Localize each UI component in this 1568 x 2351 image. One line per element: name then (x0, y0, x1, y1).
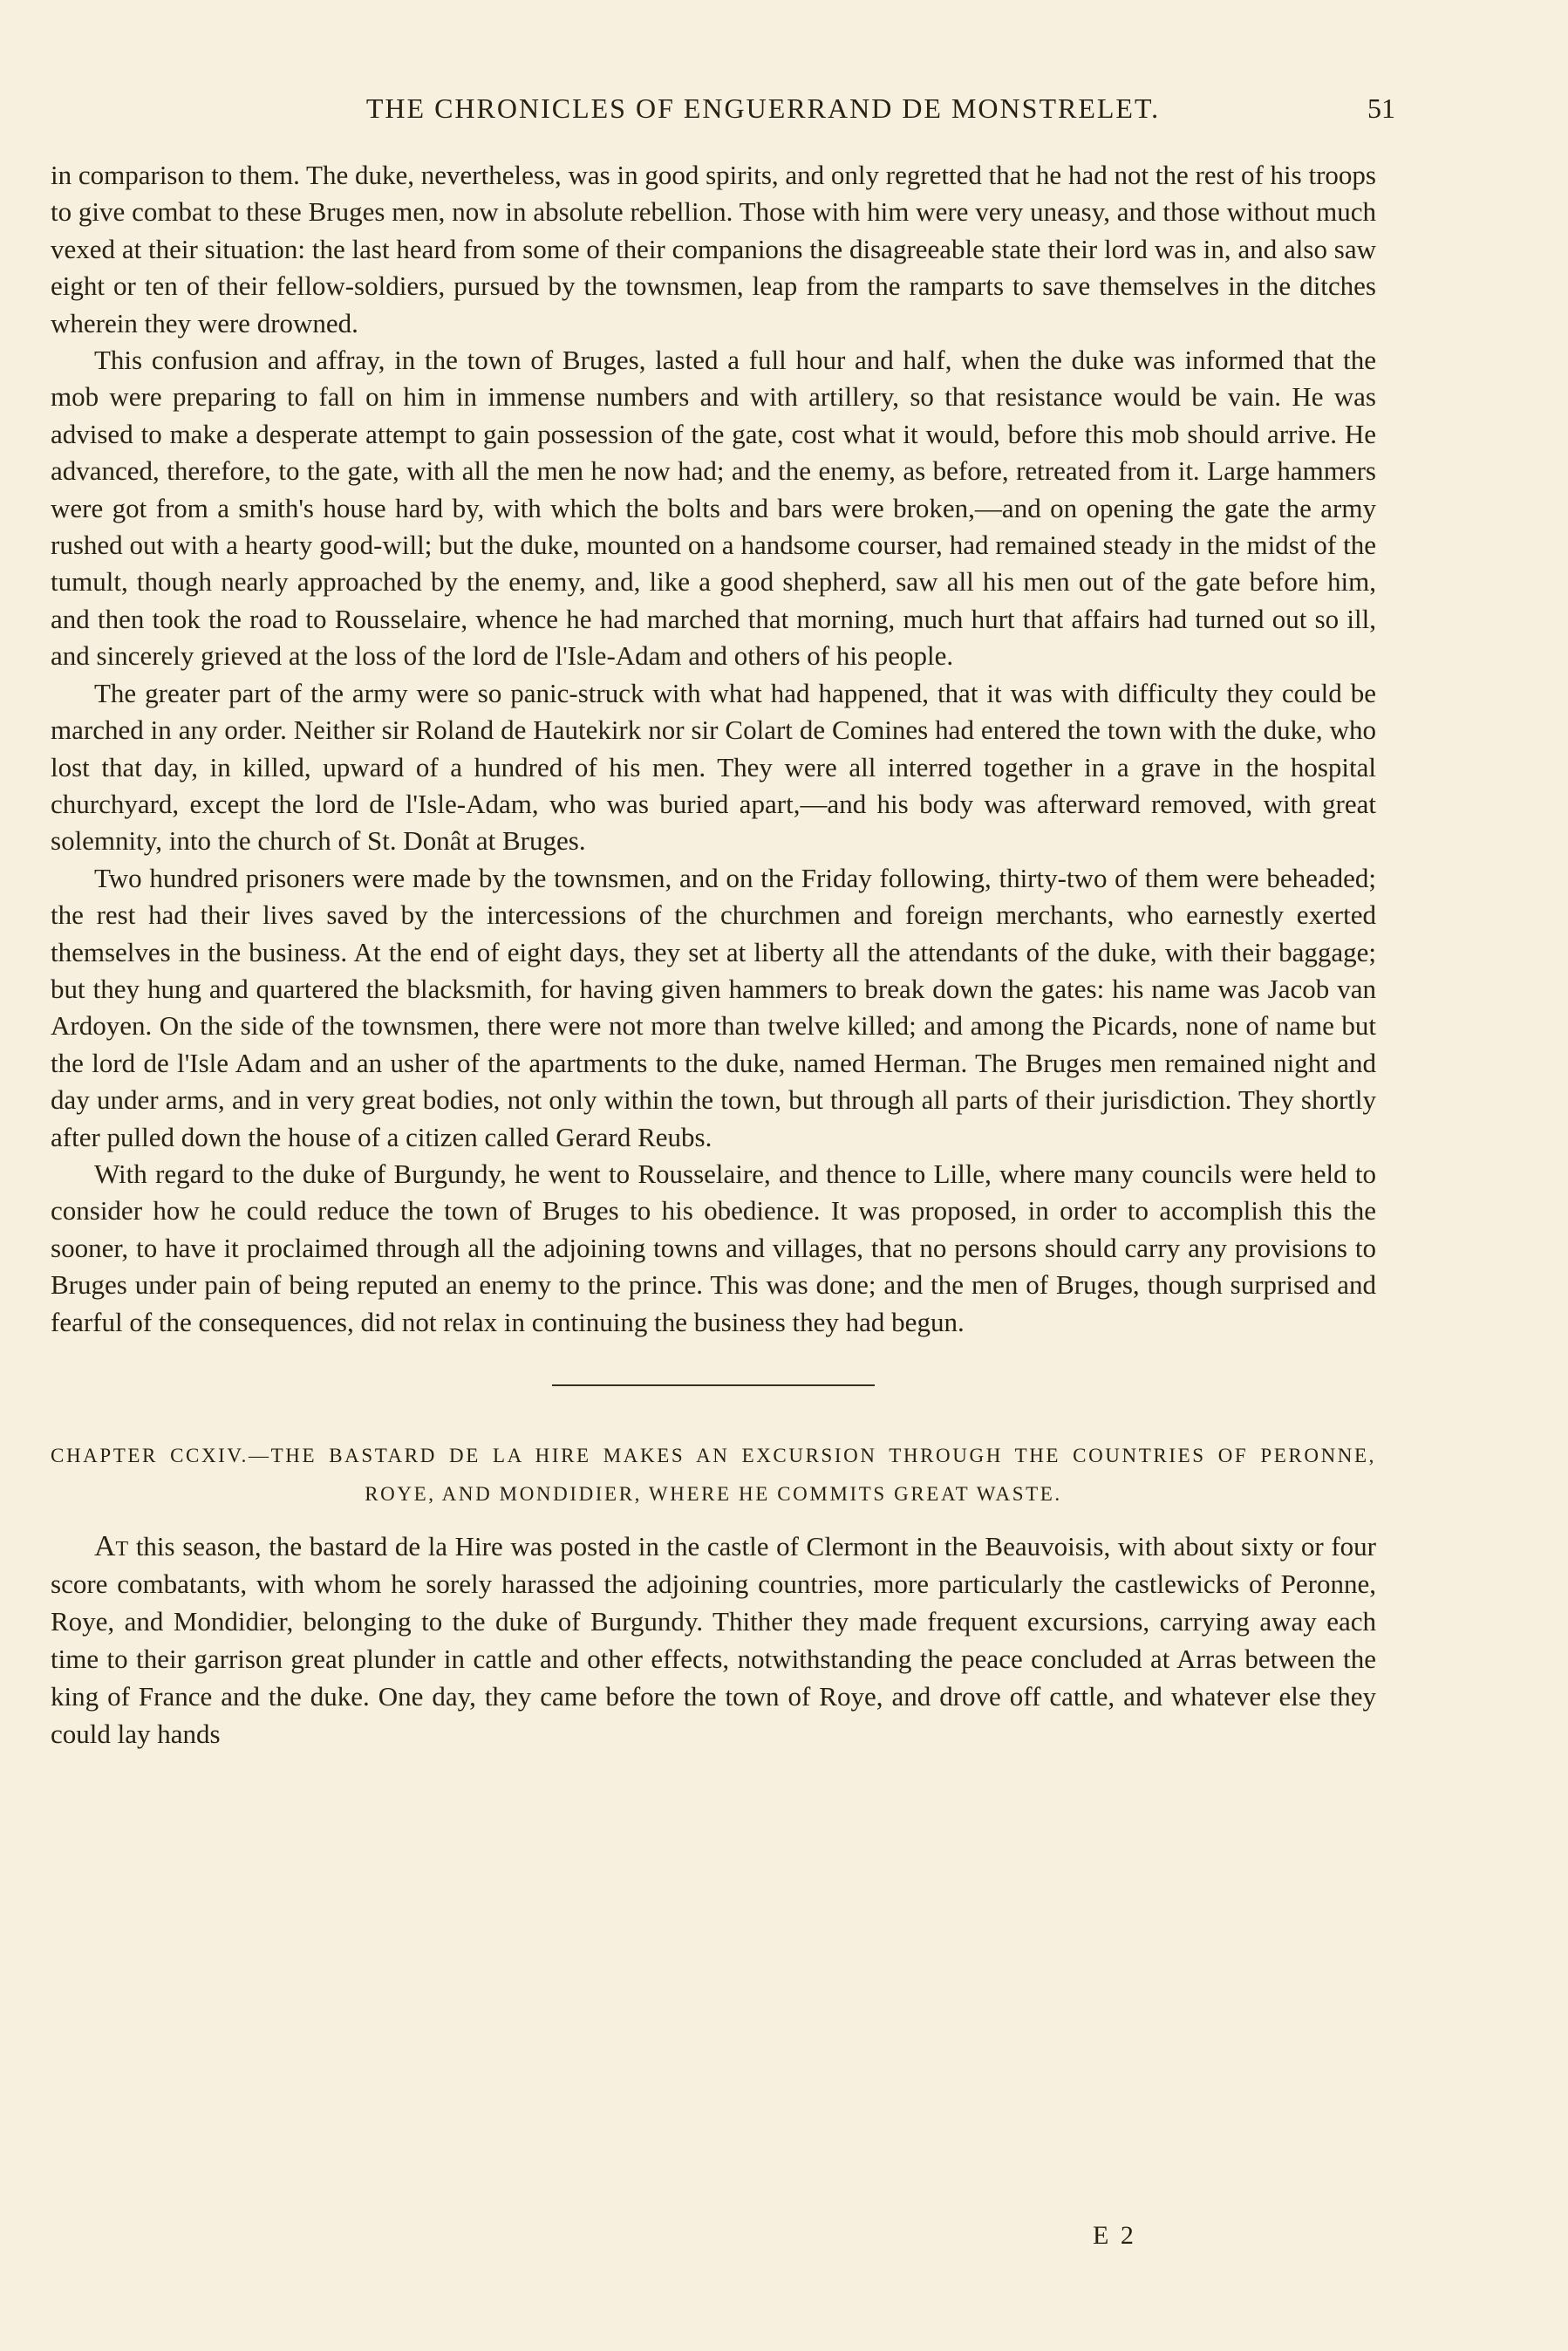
body-text (51, 157, 1376, 1753)
chapter-text: this season, the bastard de la Hire was posted in the castle of Clermont in the Beauvoisis, with about sixty or four score combatants, with whom he sorely harassed the adjoining countries, more particularly the castlewicks of Peronne, Roye, and Mondidier, belonging to the duke of Burgundy. Thither they made frequent excursions, carrying away each time to their garrison great plunder in cattle and other effects, notwithstanding the peace concluded at Arras between the king of France and the duke. One day, they came before the town of Roye, and drove off cattle, and whatever else they could lay hands (51, 1531, 1376, 1749)
chapter-heading: CHAPTER CCXIV.—THE BASTARD DE LA HIRE MAKES AN EXCURSION THROUGH THE COUNTRIES OF PERONNE, ROYE, AND MONDIDIER, WHERE HE COMMITS GREAT WASTE. (51, 1445, 1376, 1505)
page-number: 51 (1367, 92, 1395, 124)
running-title: THE CHRONICLES OF ENGUERRAND DE MONSTRELET. (365, 92, 1161, 124)
paragraph-duke-burgundy: With regard to the duke of Burgundy, he went to Rousselaire, and thence to Lille, where many councils were held to consider how he could reduce the town of Bruges to his obedience. It was proposed, in order to accomplish this the sooner, to have it proclaimed through all the adjoining towns and villages, that no persons should carry any provisions to Bruges under pain of being reputed an enemy to the prince. This was done; and the men of Bruges, though surprised and fearful of the consequences, did not relax in continuing the business they had begun. (51, 1158, 1376, 1337)
running-head (166, 92, 1395, 136)
chapter-first-word: At (94, 1530, 129, 1562)
chapter-first-paragraph (51, 1527, 1376, 1753)
paragraph-panic: The greater part of the army were so panic-struck with what had happened, that it was with difficulty they could be marched in any order. Neither sir Roland de Hautekirk nor sir Colart de Comines had entered the town with the duke, who lost that day, in killed, upward of a hundred of his men. They were all interred together in a grave in the hospital churchyard, except the lord de l'Isle-Adam, who was buried apart,—and his body was afterward removed, with great solemnity, into the church of St. Donât at Bruges. (51, 677, 1376, 857)
signature-mark: E 2 (1093, 2221, 1136, 2250)
chapter-body (51, 1527, 1376, 1753)
section-divider (552, 1384, 875, 1386)
paragraph-continued: in comparison to them. The duke, nevertheless, was in good spirits, and only regretted that he had not the rest of his troops to give combat to these Bruges men, now in absolute rebellion. Those with him were very uneasy, and those without much vexed at their situation: the last heard from some of their companions the disagreeable state their lord was in, and also saw eight or ten of their fellow-soldiers, pursued by the townsmen, leap from the ramparts to save themselves in the ditches wherein they were drowned. (51, 160, 1376, 338)
paragraph-prisoners: Two hundred prisoners were made by the townsmen, and on the Friday following, thirty-two of them were beheaded; the rest had their lives saved by the intercessions of the churchmen and foreign merchants, who earnestly exerted themselves in the business. At the end of eight days, they set at liberty all the attendants of the duke, with their baggage; but they hung and quartered the blacksmith, for having given hammers to break down the gates: his name was Jacob van Ardoyen. On the side of the townsmen, there were not more than twelve killed; and among the Picards, none of name but the lord de l'Isle Adam and an usher of the apartments to the duke, named Herman. The Bruges men remained night and day under arms, and in very great bodies, not only within the town, but through all parts of their jurisdiction. They shortly after pulled down the house of a citizen called Gerard Reubs. (51, 862, 1376, 1152)
paragraph-confusion: This confusion and affray, in the town of Bruges, lasted a full hour and half, when the duke was informed that the mob were preparing to fall on him in immense numbers and with artillery, so that resistance would be vain. He was advised to make a desperate attempt to gain possession of the gate, cost what it would, before this mob should arrive. He advanced, therefore, to the gate, with all the men he now had; and the enemy, as before, retreated from it. Large hammers were got from a smith's house hard by, with which the bolts and bars were broken,—and on opening the gate the army rushed out with a hearty good-will; but the duke, mounted on a handsome courser, had remained steady in the midst of the tumult, though nearly approached by the enemy, and, like a good shepherd, saw all his men out of the gate before him, and then took the road to Rousselaire, whence he had marched that morning, much hurt that affairs had turned out so ill, and sincerely grieved at the loss of the lord de l'Isle-Adam and others of his people. (51, 345, 1376, 672)
